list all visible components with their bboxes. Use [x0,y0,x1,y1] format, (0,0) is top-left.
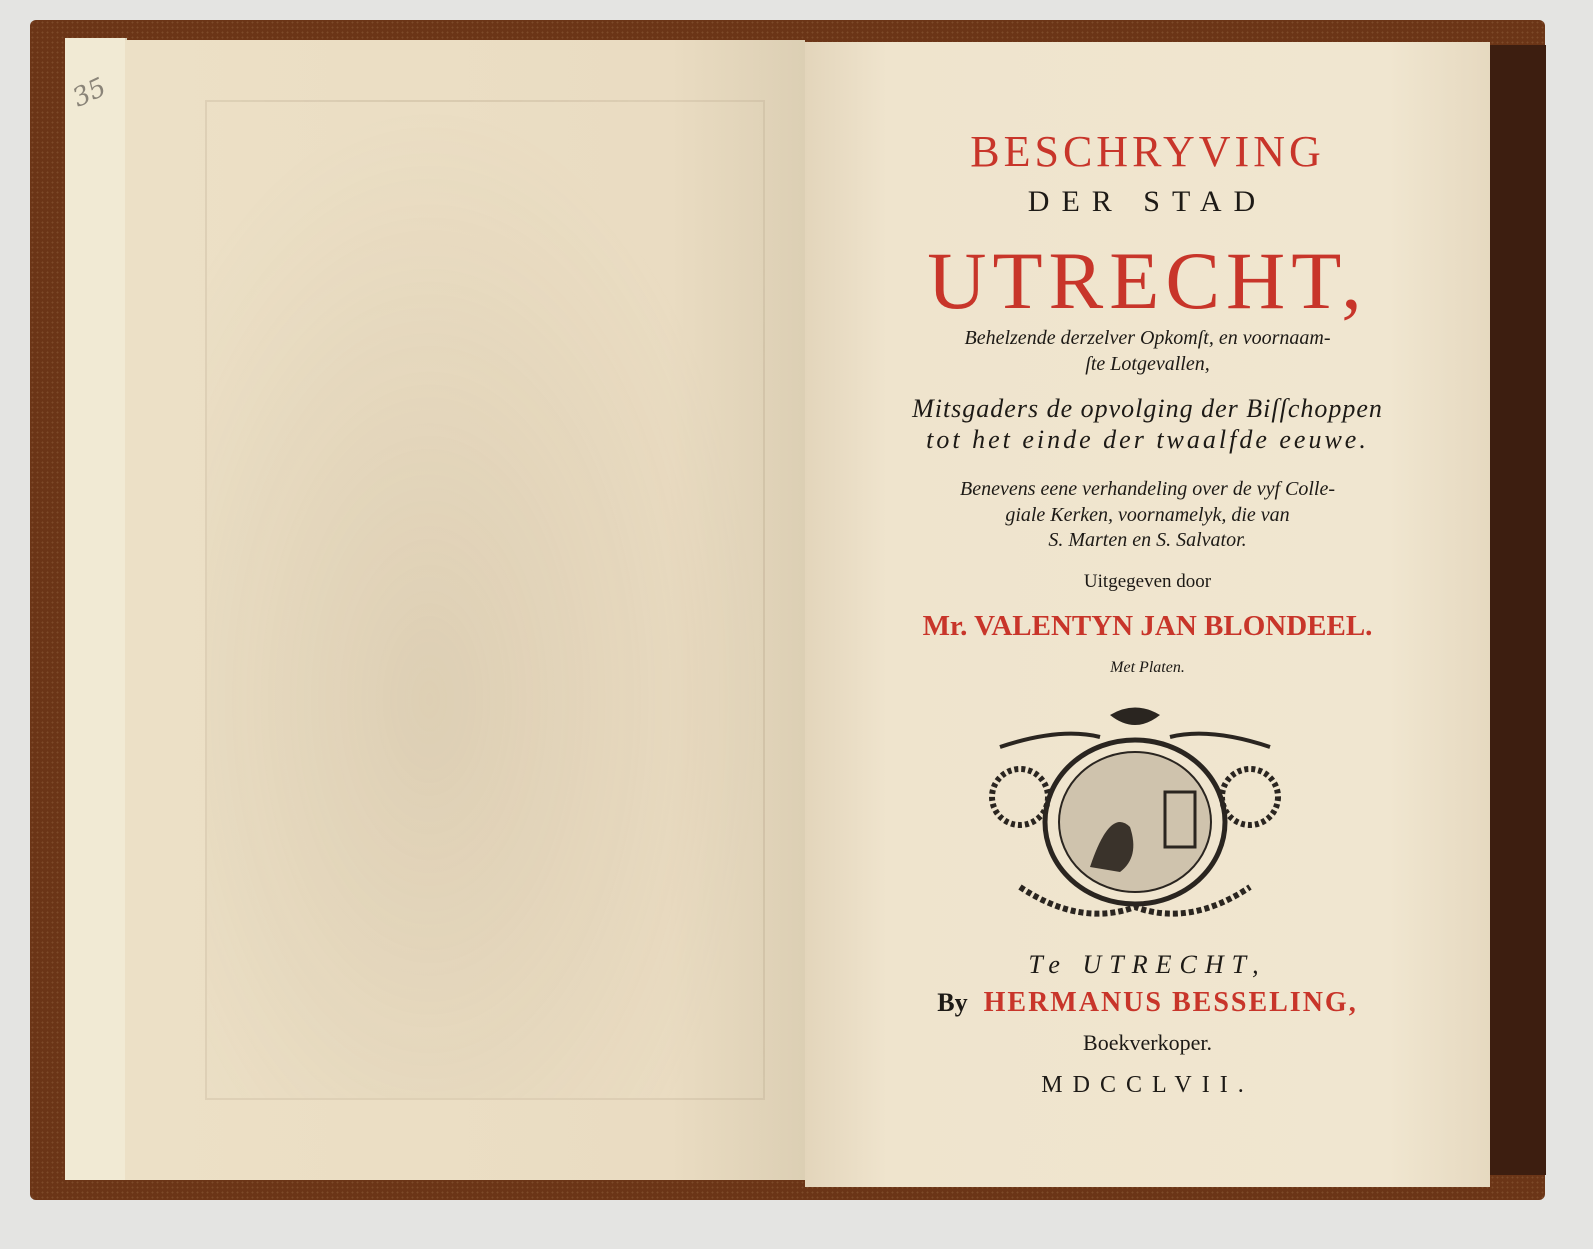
subtitle-1-line-1: Behelzende derzelver Opkomſt, en voornaam- [964,327,1331,349]
plates-note: Met Platen. [1110,659,1185,676]
subtitle-1-line-2: ſte Lotgevallen, [1085,353,1210,375]
subtitle-2-line-2: tot het einde der twaalfde eeuwe. [926,425,1369,454]
publisher-name: HERMANUS BESSELING, [983,987,1358,1018]
title-line-1: BESCHRYVING [970,127,1325,176]
publisher-role: Boekverkoper. [1083,1030,1212,1055]
frontispiece-page [125,40,805,1180]
title-page [805,42,1490,1187]
title-line-3: UTRECHT, [927,235,1368,326]
subtitle-3-line-1: Benevens eene verhandeling over de vyf Colle- [959,478,1336,500]
bleed-through-engraving [205,100,765,1100]
book-edge [1488,45,1546,1175]
subtitle-3-line-3: S. Marten en S. Salvator. [1048,529,1247,551]
title-line-2: DER STAD [1027,185,1268,218]
imprint-place: Te UTRECHT, [1028,950,1267,979]
subtitle-3-line-2: giale Kerken, voornamelyk, die van [1005,504,1290,526]
flyleaf-strip [65,38,127,1180]
author: Mr. VALENTYN JAN BLONDEEL. [922,610,1373,642]
publication-year: MDCCLVII. [1041,1072,1254,1098]
subtitle-2-line-1: Mitsgaders de opvolging der Biſſchoppen [912,394,1383,423]
handwritten-number: 35 [68,72,111,114]
printers-vignette-icon [980,707,1290,932]
imprint-by: By [937,988,968,1017]
published-by: Uitgegeven door [1083,571,1212,592]
